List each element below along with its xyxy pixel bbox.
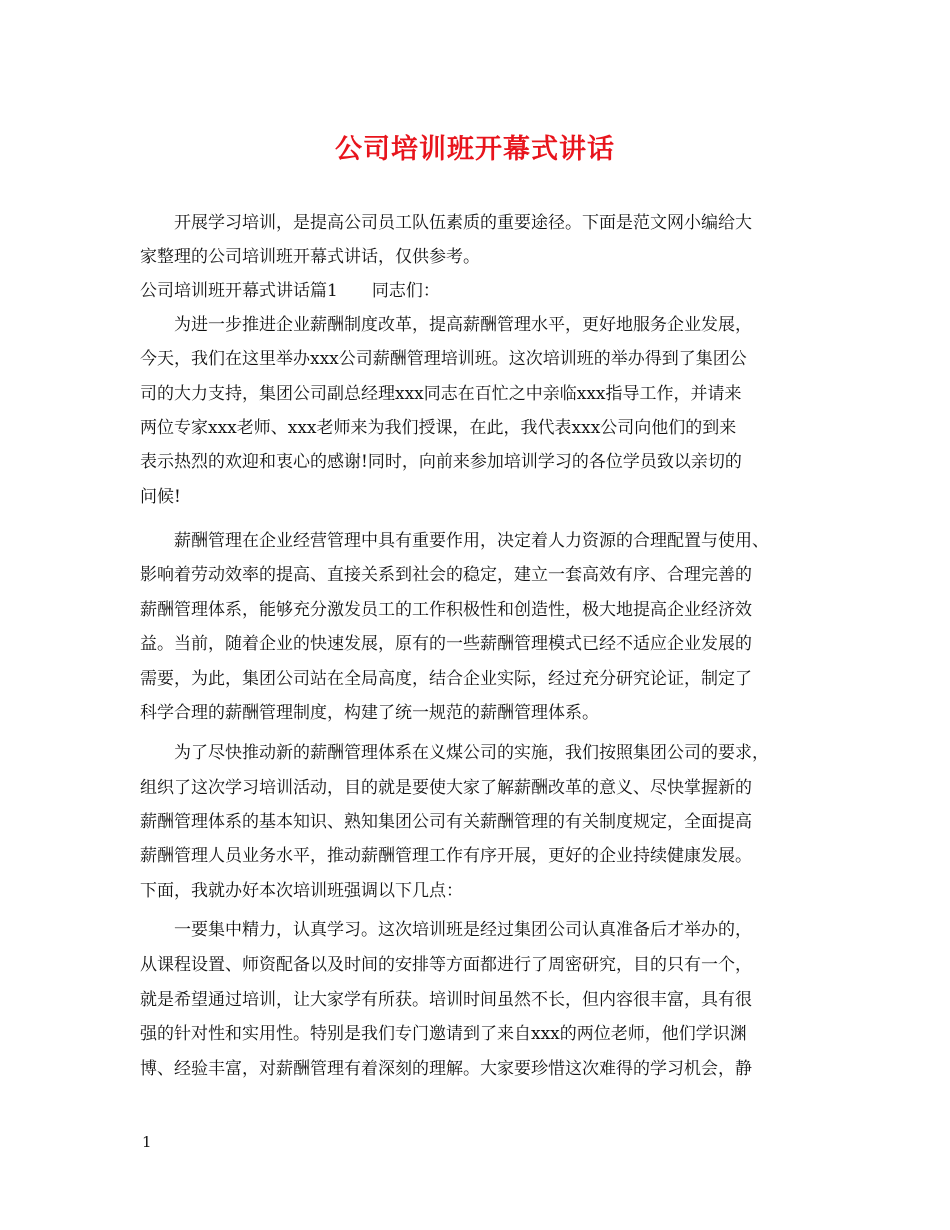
body-line: 家整理的公司培训班开幕式讲话，仅供参考。 [140,247,480,267]
body-line: 薪酬管理体系的基本知识、熟知集团公司有关薪酬管理的有关制度规定，全面提高 [140,812,752,832]
body-line: 薪酬管理体系，能够充分激发员工的工作积极性和创造性，极大地提高企业经济效 [140,600,752,620]
body-line: 表示热烈的欢迎和衷心的感谢!同时，向前来参加培训学习的各位学员致以亲切的 [140,452,742,472]
body-line: 司的大力支持，集团公司副总经理xxx同志在百忙之中亲临xxx指导工作，并请来 [140,384,742,404]
body-line: 为了尽快推动新的薪酬管理体系在义煤公司的实施，我们按照集团公司的要求， [140,743,769,763]
body-line: 从课程设置、师资配备以及时间的安排等方面都进行了周密研究，目的只有一个， [140,955,752,975]
body-line: 益。当前，随着企业的快速发展，原有的一些薪酬管理模式已经不适应企业发展的 [140,634,752,654]
body-line: 需要，为此，集团公司站在全局高度，结合企业实际，经过充分研究论证，制定了 [140,669,752,689]
body-line: 一要集中精力，认真学习。这次培训班是经过集团公司认真准备后才举办的， [140,920,752,940]
body-line: 开展学习培训，是提高公司员工队伍素质的重要途径。下面是范文网小编给大 [140,213,752,233]
body-line: 下面，我就办好本次培训班强调以下几点： [140,881,463,901]
body-line: 薪酬管理在企业经营管理中具有重要作用，决定着人力资源的合理配置与使用、 [140,531,769,551]
body-line: 科学合理的薪酬管理制度，构建了统一规范的薪酬管理体系。 [140,703,599,723]
page-number: 1 [142,1133,152,1151]
body-line: 强的针对性和实用性。特别是我们专门邀请到了来自xxx的两位老师，他们学识渊 [140,1024,747,1044]
body-line: 为进一步推进企业薪酬制度改革，提高薪酬管理水平，更好地服务企业发展， [140,315,752,335]
body-line: 今天，我们在这里举办xxx公司薪酬管理培训班。这次培训班的举办得到了集团公 [140,349,747,369]
document-title: 公司培训班开幕式讲话 [335,134,615,165]
body-line: 影响着劳动效率的提高、直接关系到社会的稳定，建立一套高效有序、合理完善的 [140,565,752,585]
body-line: 薪酬管理人员业务水平，推动薪酬管理工作有序开展，更好的企业持续健康发展。 [140,846,752,866]
body-line: 就是希望通过培训，让大家学有所获。培训时间虽然不长，但内容很丰富，具有很 [140,990,752,1010]
body-line: 两位专家xxx老师、xxx老师来为我们授课，在此，我代表xxx公司向他们的到来 [140,418,737,438]
body-line: 问候! [140,487,181,507]
body-line: 公司培训班开幕式讲话篇1 同志们： [140,281,440,301]
body-line: 博、经验丰富，对薪酬管理有着深刻的理解。大家要珍惜这次难得的学习机会，静 [140,1059,752,1079]
body-line: 组织了这次学习培训活动，目的就是要使大家了解薪酬改革的意义、尽快掌握新的 [140,778,752,798]
